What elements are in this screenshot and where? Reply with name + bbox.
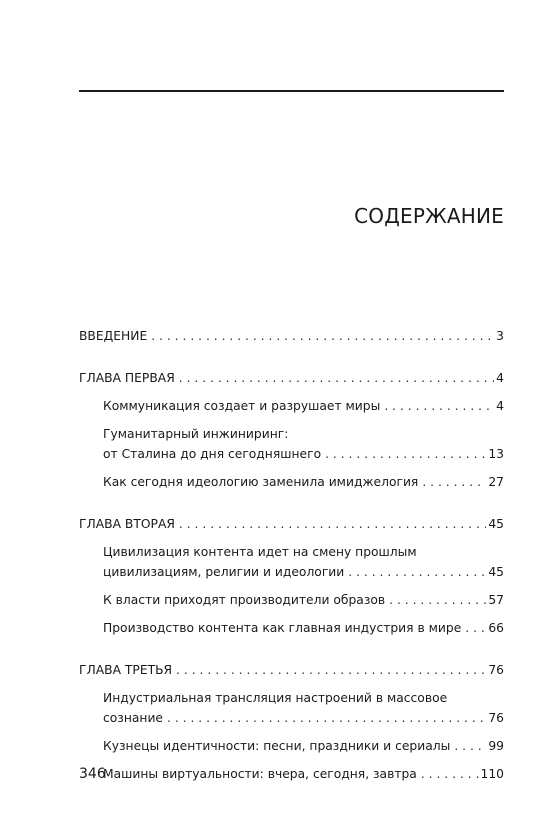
toc-entry-page: 45 [488, 517, 504, 531]
dot-leader [389, 590, 486, 610]
dot-leader [421, 764, 479, 784]
toc-entry-page: 27 [488, 475, 504, 489]
toc-entry-page: 76 [488, 663, 504, 677]
toc-entry-page: 57 [488, 593, 504, 607]
toc-entry-title-line1: Индустриальная трансляция настроений в массовое [103, 691, 448, 705]
toc-entry-section[interactable] [79, 590, 504, 610]
toc-entry-page: 4 [496, 371, 504, 385]
toc-entry-title: ГЛАВА ТРЕТЬЯ [79, 663, 173, 677]
toc-entry-title-line1: Гуманитарный инжиниринг: [103, 427, 289, 441]
toc-entry-section[interactable] [79, 736, 504, 756]
toc-entry-page: 45 [488, 565, 504, 579]
toc-entry-title: Коммуникация создает и разрушает миры [103, 399, 381, 413]
table-of-contents [79, 326, 504, 784]
toc-entry-title-line2: цивилизациям, религии и идеологии [103, 565, 345, 579]
dot-leader [167, 708, 486, 728]
toc-entry-title-line2: от Сталина до дня сегодняшнего [103, 447, 322, 461]
toc-entry-title-line2: сознание [103, 711, 163, 725]
top-rule [79, 90, 504, 92]
toc-entry-chapter-3[interactable] [79, 660, 504, 680]
toc-entry-page: 66 [488, 621, 504, 635]
toc-entry-title: ГЛАВА ПЕРВАЯ [79, 371, 175, 385]
dot-leader [179, 368, 494, 388]
dot-leader [151, 326, 494, 346]
toc-entry-section[interactable] [79, 444, 504, 464]
toc-entry-chapter-2[interactable] [79, 514, 504, 534]
toc-entry-section[interactable] [79, 764, 504, 784]
dot-leader [454, 736, 486, 756]
dot-leader [465, 618, 486, 638]
toc-entry-page: 13 [488, 447, 504, 461]
dot-leader [179, 514, 486, 534]
toc-entry-page: 3 [496, 329, 504, 343]
toc-entry-section[interactable] [79, 562, 504, 582]
toc-entry-title: Производство контента как главная индустрия в мире [103, 621, 462, 635]
toc-entry-page: 76 [488, 711, 504, 725]
toc-entry-title: ВВЕДЕНИЕ [79, 329, 148, 343]
toc-entry-section[interactable] [79, 472, 504, 492]
toc-entry-section[interactable] [79, 708, 504, 728]
toc-entry-page: 4 [496, 399, 504, 413]
toc-entry-title-line1: Цивилизация контента идет на смену прошлым [103, 545, 417, 559]
page-title: СОДЕРЖАНИЕ [354, 204, 504, 228]
dot-leader [422, 472, 486, 492]
toc-entry-section[interactable] [79, 396, 504, 416]
toc-entry-section[interactable] [79, 618, 504, 638]
toc-entry-title: Машины виртуальности: вчера, сегодня, завтра [103, 767, 417, 781]
dot-leader [384, 396, 494, 416]
toc-entry-title: ГЛАВА ВТОРАЯ [79, 517, 175, 531]
toc-entry-title: Кузнецы идентичности: песни, праздники и сериалы [103, 739, 451, 753]
toc-entry-page: 110 [480, 767, 504, 781]
toc-entry-introduction[interactable] [79, 326, 504, 346]
page-number: 346 [79, 766, 106, 782]
toc-entry-chapter-1[interactable] [79, 368, 504, 388]
toc-entry-title: Как сегодня идеологию заменила имиджелогия [103, 475, 419, 489]
dot-leader [176, 660, 486, 680]
dot-leader [325, 444, 486, 464]
dot-leader [348, 562, 486, 582]
toc-entry-page: 99 [488, 739, 504, 753]
toc-entry-title: К власти приходят производители образов [103, 593, 386, 607]
